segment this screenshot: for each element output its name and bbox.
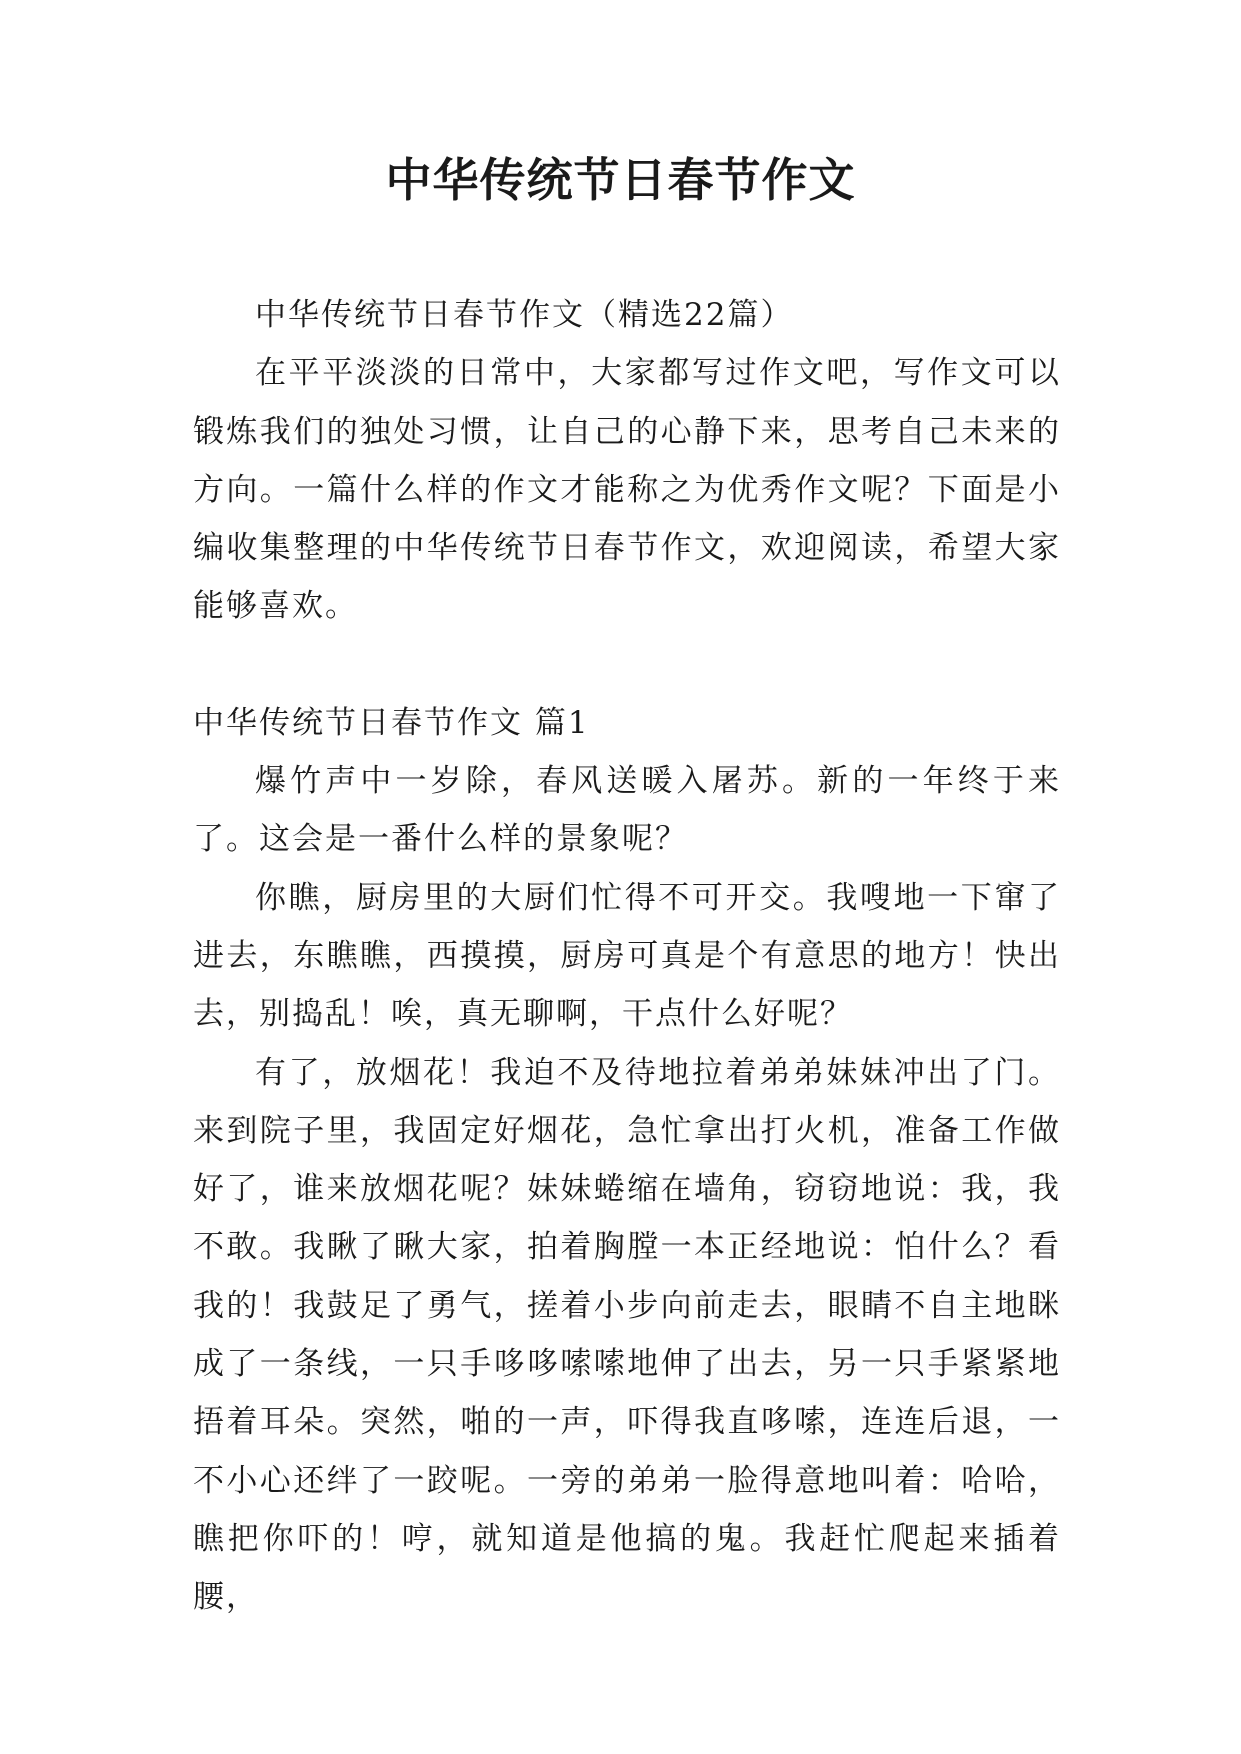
section-spacer [193,636,1061,694]
document-body [193,286,1061,1627]
body-paragraph: 有了，放烟花！我迫不及待地拉着弟弟妹妹冲出了门。来到院子里，我固定好烟花，急忙拿出打火机，准备工作做好了，谁来放烟花呢？妹妹蜷缩在墙角，窃窃地说：我，我不敢。我瞅了瞅大家，拍着胸膛一本正经地说：怕什么？看我的！我鼓足了勇气，搓着小步向前走去，眼睛不自主地眯成了一条线，一只手哆哆嗦嗦地伸了出去，另一只手紧紧地捂着耳朵。突然，啪的一声，吓得我直哆嗦，连连后退，一不小心还绊了一跤呢。一旁的弟弟一脸得意地叫着：哈哈，瞧把你吓的！哼，就知道是他搞的鬼。我赶忙爬起来插着腰， [193,1054,1061,1616]
body-paragraph: 爆竹声中一岁除，春风送暖入屠苏。新的一年终于来了。这会是一番什么样的景象呢？ [193,763,1061,858]
intro-paragraph: 在平平淡淡的日常中，大家都写过作文吧，写作文可以锻炼我们的独处习惯，让自己的心静下来，思考自己未来的方向。一篇什么样的作文才能称之为优秀作文呢？下面是小编收集整理的中华传统节日春节作文，欢迎阅读，希望大家能够喜欢。 [193,355,1061,625]
document-title: 中华传统节日春节作文 [385,153,856,207]
section-heading: 中华传统节日春节作文 篇1 [193,704,590,741]
body-paragraph: 你瞧，厨房里的大厨们忙得不可开交。我嗖地一下窜了进去，东瞧瞧，西摸摸，厨房可真是个有意思的地方！快出去，别捣乱！唉，真无聊啊，干点什么好呢？ [193,879,1061,1033]
document-subtitle: 中华传统节日春节作文（精选22篇） [255,297,794,333]
